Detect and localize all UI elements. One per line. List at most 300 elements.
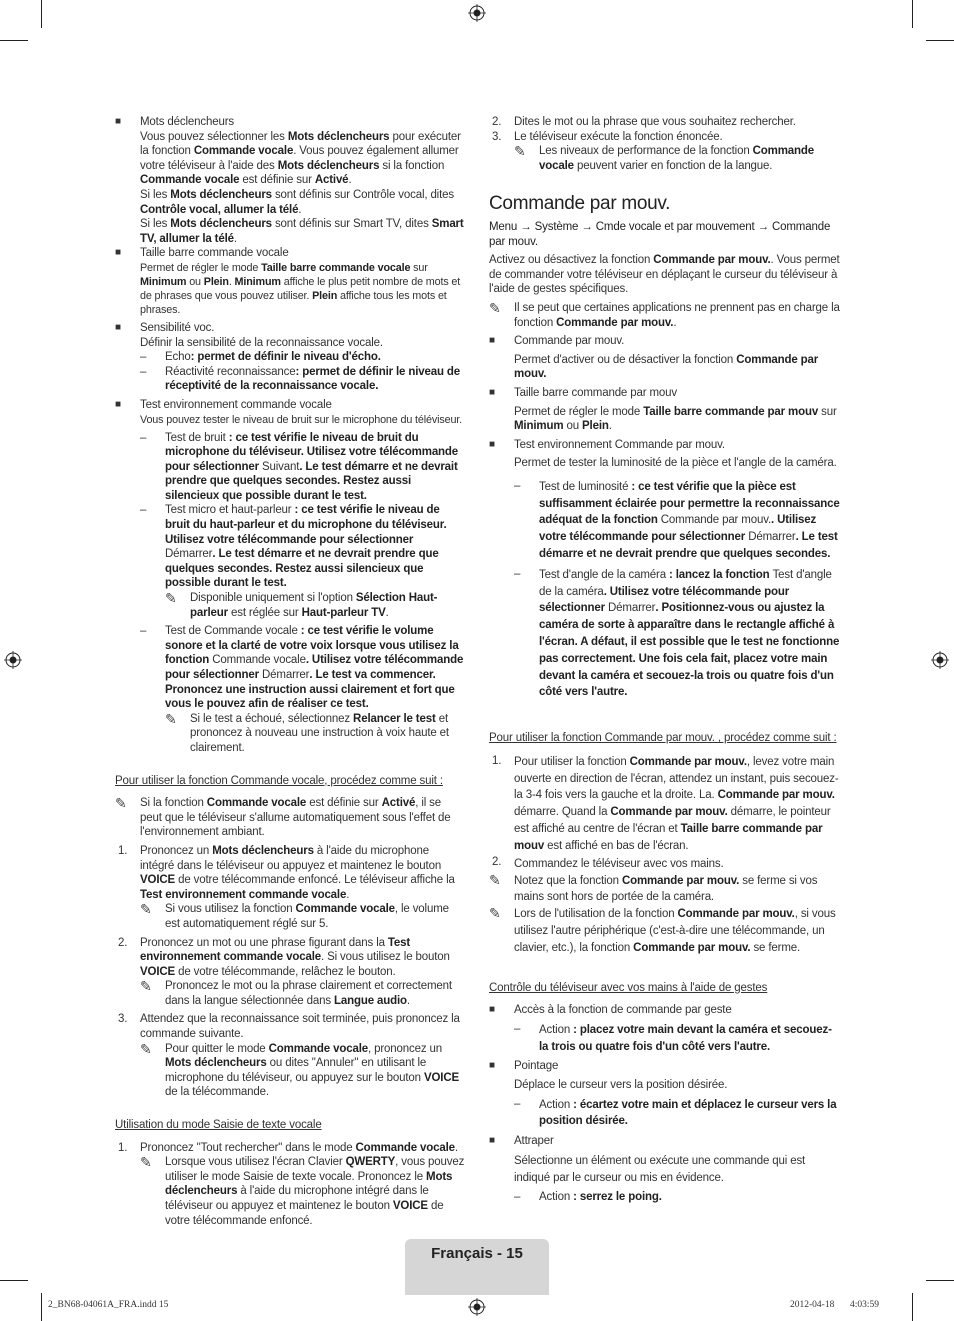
dash-text [539, 1097, 841, 1131]
text-run: Prononcez le mot ou la phrase clairement et correctement dans la langue sélectionnée dans [165, 980, 452, 1007]
section-title: Taille barre commande par mouv [514, 386, 677, 399]
section-pointage [489, 1059, 841, 1092]
section-taille-barre-mouv [489, 386, 841, 434]
step-text: Attendez que la reconnaissance soit terminée, puis prononcez la commande suivante. [140, 1013, 460, 1041]
square-bullet-icon: ■ [115, 247, 121, 259]
text-run: Lorsque vous utilisez l'écran Clavier [165, 1156, 346, 1169]
note-item [489, 906, 841, 956]
section-acces-geste [489, 1003, 841, 1018]
text-run: Il se peut que certaines applications ne prennent pas en charge la fonction [514, 301, 840, 329]
subheading: Pour utiliser la fonction Commande par mouv. , procédez comme suit : [489, 732, 837, 745]
text-run: de votre télécommande enfoncé. Le téléviseur affiche la [175, 874, 455, 887]
square-bullet-icon: ■ [489, 1135, 495, 1147]
bold-term: . Le test va commencer. Prononcez une instruction aussi clairement et fort que vous le pouvez afin de réaliser ce test. [165, 669, 455, 711]
note-text [165, 979, 465, 1008]
section-title: Taille barre commande vocale [140, 247, 289, 260]
text-run: . [233, 232, 237, 245]
left-column [115, 115, 465, 1228]
dash-bullet: – [140, 365, 147, 378]
section-test-mouv [489, 438, 841, 471]
bold-term: Mots déclencheurs [170, 188, 272, 201]
bold-term: Mots déclencheurs [277, 159, 380, 172]
bold-term: Smart TV, allumer la télé [140, 218, 464, 245]
text-run: Action [539, 1098, 571, 1111]
paragraph [489, 253, 841, 297]
text-run: , prononcez un [367, 1042, 442, 1055]
dash-bullet: – [140, 504, 147, 517]
step-number: 2. [492, 855, 502, 868]
note-icon: ✎ [140, 978, 152, 995]
text-run: ou dites "Annuler" en utilisant le microphone du téléviseur, ou appuyez sur le bouton [165, 1057, 427, 1084]
section-title: Mots déclencheurs [140, 116, 234, 128]
text-run: Si vous utilisez la fonction [165, 903, 296, 916]
text-run: Test d'angle de la caméra [539, 568, 832, 598]
paragraph: Déplace le curseur vers la position désirée. [514, 1078, 728, 1091]
bold-term: Commande par mouv. [514, 353, 819, 381]
section-title: Pointage [514, 1060, 559, 1073]
bold-term: Commande vocale [140, 174, 240, 187]
text-run: Activez ou désactivez la fonction [489, 254, 654, 267]
dash-bullet: – [514, 567, 521, 580]
bold-term: Relancer le test [353, 712, 436, 725]
note-icon: ✎ [514, 143, 526, 160]
paragraph: Vous pouvez tester le niveau de bruit sur le microphone du téléviseur. [140, 413, 462, 426]
bold-term: Activé [314, 174, 349, 187]
square-bullet-icon: ■ [115, 321, 121, 333]
text-run: Prononcez un mot ou une phrase figurant dans la [140, 936, 388, 949]
text-run: Démarrer [748, 531, 796, 544]
text-run: se ferme. [750, 941, 801, 954]
text-run: Réactivité reconnaissance [165, 365, 296, 378]
dash-text [165, 431, 465, 504]
section-title: Test environnement commande vocale [140, 398, 332, 411]
registration-mark-icon [4, 651, 22, 669]
bold-term: Contrôle vocal, allumer la télé [140, 203, 299, 216]
text-run: peuvent varier en fonction de la langue. [573, 159, 773, 172]
bold-term: Minimum [514, 420, 564, 433]
bold-term: Commande par mouv. [633, 941, 751, 954]
note-item [115, 1155, 465, 1228]
note-icon: ✎ [140, 1154, 152, 1171]
dash-text [165, 350, 465, 365]
bold-term: Mots déclencheurs [165, 1057, 267, 1070]
bold-term: Minimum [140, 275, 187, 288]
bold-term: Langue audio [333, 994, 407, 1007]
square-bullet-icon: ■ [489, 1060, 495, 1072]
step-number: 3. [118, 1013, 128, 1026]
section-sensibilite [115, 321, 465, 350]
text-run: de votre télécommande, relâchez le bouton. [175, 965, 396, 978]
numbered-step [115, 1012, 465, 1041]
bold-term: Commande par mouv. [677, 908, 795, 921]
bold-term: Haut-parleur TV [301, 606, 386, 619]
step-number: 1. [118, 844, 128, 857]
dash-bullet: – [514, 1097, 521, 1110]
text-run: affiche tous les mots et phrases. [140, 289, 447, 316]
bold-term: Test environnement commande vocale [140, 888, 347, 901]
dash-bullet: – [514, 479, 521, 492]
dash-item [115, 350, 465, 365]
dash-text [165, 624, 465, 712]
bold-term: VOICE [392, 1200, 428, 1212]
text-run: Démarrer [262, 669, 310, 681]
bold-term: . Utilisez votre télécommande pour sélectionner [539, 514, 817, 544]
paragraph [140, 261, 465, 317]
text-run: , il se peut que le téléviseur s'allume automatiquement sous l'effet de l'environnement ambiant. [140, 797, 451, 839]
note-text [539, 144, 841, 173]
bold-term: . Utilisez votre télécommande pour sélectionner [165, 654, 464, 681]
text-run: de la télécommande. [165, 1086, 269, 1099]
bold-term: Commande vocale [268, 1042, 368, 1055]
text-run: Test micro et haut-parleur [165, 504, 292, 517]
subheading: Utilisation du mode Saisie de texte vocale [115, 1119, 322, 1132]
note-text [514, 906, 841, 956]
bold-term: : serrez le poing. [570, 1191, 662, 1204]
text-run: Si les [140, 188, 171, 201]
square-bullet-icon: ■ [489, 1004, 495, 1016]
text-run: affiche le plus petit nombre de mots et de phrases que vous pouvez utiliser. [140, 275, 461, 302]
text-run: sont définis sur Contrôle vocal, dites [271, 188, 454, 201]
dash-text [539, 567, 841, 701]
text-run: de votre télécommande enfoncé. [165, 1200, 444, 1227]
text-run: Démarrer [165, 548, 213, 561]
note-icon: ✎ [489, 299, 501, 316]
bold-term: Activé [381, 797, 416, 810]
text-run: si la fonction [379, 159, 445, 172]
bold-term: : permet de définir le niveau d'écho. [190, 351, 381, 364]
bold-term: Sélection Haut-parleur [190, 592, 438, 619]
text-run: , le volume est automatiquement réglé sur 5. [165, 903, 449, 930]
text-run: Si la fonction [140, 797, 207, 810]
text-run: . Vous permet de commander votre téléviseur en déplaçant le curseur du téléviseur à l'aide de gestes spécifiques. [489, 254, 840, 296]
text-run: Commande par mouv. [660, 514, 771, 527]
text-run: Pour quitter le mode [165, 1042, 269, 1055]
note-item [489, 144, 841, 173]
subheading: Pour utiliser la fonction Commande vocale, procédez comme suit : [115, 774, 443, 787]
note-text [140, 796, 465, 840]
dash-text [539, 1022, 841, 1056]
text-run: est réglée sur [227, 606, 302, 619]
bold-term: Commande par mouv. [653, 254, 771, 267]
text-run: . Vous pouvez également allumer votre téléviseur à l'aide des [140, 145, 459, 172]
numbered-step [489, 130, 841, 145]
paragraph [140, 130, 465, 188]
text-run: Test de luminosité [539, 480, 629, 493]
text-run: et prononcez à nouveau une instruction à voix haute et clairement. [190, 712, 449, 754]
footer-date: 2012-04-18 [790, 1300, 835, 1310]
paragraph: Permet de tester la luminosité de la pièce et l'angle de la caméra. [514, 457, 837, 470]
note-item [489, 873, 841, 907]
text-run: est définie sur [306, 797, 382, 810]
dash-item [489, 567, 841, 701]
note-icon: ✎ [489, 905, 501, 922]
registration-mark-icon [468, 1298, 486, 1316]
text-run: Action [539, 1191, 571, 1204]
note-text [165, 1155, 465, 1228]
bold-term: : ce test vérifie le niveau de bruit du microphone du téléviseur. Utilisez votre télécommande pour sélectionner [165, 431, 459, 473]
text-run: démarre. Quand la [514, 806, 611, 819]
step-number: 1. [492, 754, 502, 767]
crop-mark [912, 0, 913, 28]
text-run: , levez votre main ouverte en direction de l'écran, attendez un instant, puis secouez-la 3-4 fois vers la gauche et la droite. La. [514, 755, 839, 802]
crop-mark [0, 1280, 28, 1281]
bold-term: . Le test démarre et ne devrait prendre que quelques secondes. Restez aussi silencieux que possible durant le test. [165, 460, 458, 502]
paragraph: Définir la sensibilité de la reconnaissance vocale. [140, 336, 383, 349]
paragraph [514, 405, 841, 434]
section-title: Attraper [514, 1135, 554, 1148]
bold-term: Mots déclencheurs [170, 218, 272, 231]
dash-item [489, 1022, 841, 1056]
text-run: Si le test a échoué, sélectionnez [190, 712, 354, 725]
dash-text [165, 365, 465, 394]
section-title: Test environnement Commande par mouv. [514, 438, 725, 451]
step-number: 1. [118, 1141, 128, 1154]
bold-term: Plein [582, 420, 609, 433]
text-run: Démarrer [608, 602, 656, 615]
dash-text [539, 479, 841, 563]
note-text [190, 712, 465, 756]
bold-term: : permet de définir le niveau de réceptivité de la reconnaissance vocale. [165, 365, 461, 393]
page-title: Commande par mouv. [489, 193, 671, 215]
numbered-step [115, 844, 465, 902]
bold-term: : ce test vérifie que la pièce est suffisamment éclairée pour permettre la reconnaissance adéquat de la fonction [539, 480, 840, 527]
bold-term: Taille barre commande par mouv [514, 823, 823, 852]
text-run: Vous pouvez sélectionner les [140, 130, 288, 143]
section-test-environnement [115, 398, 465, 427]
bold-term: . Le test démarre et ne devrait prendre que quelques secondes. [539, 531, 838, 561]
crop-mark [912, 1293, 913, 1321]
text-run: Permet de régler le mode [514, 405, 644, 418]
text-run: Disponible uniquement si l'option [190, 592, 356, 605]
step-number: 2. [492, 116, 502, 128]
crop-mark [0, 40, 28, 41]
note-text [514, 301, 841, 330]
crop-mark [926, 1280, 954, 1281]
text-run: , si vous utilisez l'autre périphérique (c'est-à-dire une télécommande, un clavier, etc.), la fonction [514, 908, 836, 954]
text-run: est affiché en bas de l'écran. [544, 839, 689, 852]
square-bullet-icon: ■ [489, 438, 495, 450]
square-bullet-icon: ■ [115, 398, 121, 410]
dash-text [165, 503, 465, 591]
note-text [165, 1042, 465, 1100]
text-run: Les niveaux de performance de la fonction [539, 145, 753, 158]
dash-item [115, 624, 465, 712]
bold-term: Minimum [234, 275, 281, 288]
footer-time: 4:03:59 [850, 1300, 880, 1310]
numbered-step [489, 115, 841, 130]
note-item [489, 301, 841, 330]
text-run: Prononcez un [140, 844, 213, 857]
text-run: Suivant [262, 460, 300, 473]
text-run: . [454, 1141, 458, 1154]
square-bullet-icon: ■ [489, 386, 495, 398]
dash-item [115, 431, 465, 504]
section-taille-barre [115, 246, 465, 317]
bold-term: QWERTY [345, 1156, 396, 1169]
step-number: 2. [118, 936, 128, 949]
bold-term: Commande par mouv. [717, 789, 835, 802]
crop-mark [41, 1293, 42, 1321]
text-run: . [228, 275, 235, 288]
section-title: Accès à la fonction de commande par geste [514, 1004, 732, 1017]
text-run: . Si vous utilisez le bouton [321, 951, 450, 964]
bold-term: : lancez la fonction [665, 568, 773, 581]
step-text [514, 754, 841, 855]
step-text: Commandez le téléviseur avec vos mains. [514, 857, 724, 870]
subheading: Contrôle du téléviseur avec vos mains à l'aide de gestes [489, 981, 768, 994]
text-run: Test d'angle de la caméra [539, 568, 666, 581]
note-item [115, 902, 465, 931]
note-icon: ✎ [140, 1040, 152, 1057]
bold-term: Mots déclencheurs [165, 1170, 453, 1198]
text-run: Permet d'activer ou de désactiver la fonction [514, 353, 737, 366]
paragraph [140, 188, 465, 217]
note-item [115, 796, 465, 840]
bold-term: Commande vocale [295, 903, 395, 916]
note-icon: ✎ [115, 795, 127, 812]
crop-mark [926, 40, 954, 41]
section-mots-declencheurs [115, 115, 465, 246]
bold-term: Plein [203, 275, 229, 288]
bold-term: Commande par mouv. [621, 874, 740, 887]
dash-text [539, 1190, 841, 1205]
bold-term: Test environnement commande vocale [140, 936, 411, 964]
dash-item [489, 1190, 841, 1205]
text-run: sur [410, 261, 428, 274]
text-run: démarre, le pointeur est affiché au centre de l'écran et [514, 806, 831, 836]
text-run: Test de bruit [165, 431, 226, 444]
text-run: pour exécuter la fonction [140, 130, 461, 158]
text-run: sur [818, 405, 837, 418]
text-run: à l'aide du microphone intégré dans le téléviseur ou appuyez et maintenez le bouton [140, 844, 442, 872]
crop-mark [41, 0, 42, 28]
bold-term: VOICE [140, 874, 176, 887]
note-icon: ✎ [140, 901, 152, 918]
square-bullet-icon: ■ [115, 116, 121, 127]
section-commande-par-mouv [489, 334, 841, 382]
text-run: . [346, 888, 350, 901]
bold-term: Commande vocale [355, 1141, 455, 1154]
paragraph [514, 353, 841, 382]
numbered-step [489, 754, 841, 855]
bold-term: VOICE [140, 965, 176, 978]
numbered-step [489, 855, 841, 873]
dash-item [489, 479, 841, 563]
bold-term: Commande par mouv. [610, 806, 728, 819]
text-run: Action [539, 1023, 571, 1036]
section-attraper [489, 1134, 841, 1186]
note-text [190, 591, 465, 620]
note-icon: ✎ [165, 710, 177, 727]
text-run: ou [563, 420, 583, 433]
text-run: . [406, 994, 410, 1007]
footer-file: 2_BN68-04061A_FRA.indd 15 [48, 1300, 169, 1310]
bold-term: Mots déclencheurs [287, 130, 390, 143]
numbered-step [115, 1141, 465, 1156]
bold-term: Mots déclencheurs [212, 844, 314, 857]
bold-term: . Le test démarre et ne devrait prendre que quelques secondes. Restez aussi silencieux que possible durant le test. [165, 548, 439, 590]
dash-item [489, 1097, 841, 1131]
text-run: Si les [140, 218, 171, 231]
note-item [115, 591, 465, 620]
text-run: . [298, 203, 302, 216]
dash-item [115, 365, 465, 394]
step-text: Le téléviseur exécute la fonction énoncée. [514, 130, 723, 143]
bold-term: Commande vocale [539, 145, 815, 172]
text-run: . [673, 316, 677, 329]
bold-term: . Positionnez-vous ou ajustez la caméra de sorte à apparaître dans le rectangle affiché à l'écran. A défaut, il est possible que le test ne fonctionne pas correctement. Une fois cela fait, placez votre main devant la caméra et secouez-la trois ou quatre fois d'un côté vers l'autre. [539, 602, 840, 699]
step-text [140, 1141, 465, 1156]
text-run: . [348, 174, 352, 187]
text-run: Permet de régler le mode [140, 261, 262, 274]
note-item [115, 979, 465, 1008]
bold-term: Taille barre commande par mouv [643, 405, 819, 418]
text-run: à l'aide du microphone intégré dans le téléviseur ou appuyez et maintenez le bouton [165, 1185, 429, 1212]
text-run: Prononcez "Tout rechercher" dans le mode [140, 1141, 356, 1154]
step-text: Dites le mot ou la phrase que vous souhaitez rechercher. [514, 116, 796, 128]
step-text [140, 844, 465, 902]
text-run: Commande vocale [212, 654, 306, 667]
text-run: . [608, 420, 612, 433]
registration-mark-icon [468, 4, 486, 22]
dash-item [115, 503, 465, 591]
paragraph [140, 217, 465, 246]
section-title: Commande par mouv. [514, 335, 625, 348]
dash-bullet: – [140, 351, 147, 364]
step-text [140, 936, 465, 980]
dash-bullet: – [514, 1022, 521, 1035]
dash-bullet: – [140, 431, 147, 444]
note-text [514, 873, 841, 907]
text-run: Pour utiliser la fonction [514, 755, 630, 768]
note-text [165, 902, 465, 931]
text-run: Echo [165, 351, 191, 364]
bold-term: . Utilisez votre télécommande pour sélectionner [539, 585, 790, 615]
text-run: Test de Commande vocale [165, 625, 298, 638]
text-run: . [385, 606, 389, 619]
text-run: Lors de l'utilisation de la fonction [514, 908, 678, 921]
bold-term: : ce test vérifie le niveau de bruit du haut-parleur et du microphone du téléviseur. Utilisez votre télécommande pour sélectionner [165, 504, 447, 546]
text-run: est définie sur [239, 174, 315, 187]
bold-term: : ce test vérifie le volume sonore et la clarté de votre voix lorsque vous utilisez la fonction [165, 625, 459, 667]
note-item [115, 1042, 465, 1100]
numbered-step [115, 936, 465, 980]
dash-bullet: – [140, 625, 147, 638]
bold-term: Plein [312, 289, 338, 302]
text-run: ou [186, 275, 204, 288]
bold-term: VOICE [423, 1071, 459, 1084]
note-icon: ✎ [489, 871, 501, 888]
text-run: se ferme si vos mains sont hors de portée de la caméra. [514, 874, 818, 904]
right-column [489, 115, 841, 1205]
paragraph: Sélectionne un élément ou exécute une commande qui est indiqué par le curseur ou mis en évidence. [514, 1154, 806, 1184]
menu-path: Menu → Système → Cmde vocale et par mouvement → Commande par mouv. [489, 220, 831, 248]
section-title: Sensibilité voc. [140, 321, 215, 334]
text-run: sont définis sur Smart TV, dites [271, 218, 432, 231]
text-run: Notez que la fonction [514, 874, 622, 887]
bold-term: Commande par mouv. [556, 316, 674, 329]
bold-term: Taille barre commande vocale [261, 261, 411, 274]
dash-bullet: – [514, 1191, 521, 1204]
step-number: 3. [492, 130, 502, 143]
note-icon: ✎ [165, 590, 177, 607]
bold-term: : écartez votre main et déplacez le curseur vers la position désirée. [539, 1098, 837, 1128]
page-number-label: Français - 15 [431, 1245, 523, 1262]
bold-term: Commande vocale [206, 797, 307, 810]
note-item [115, 712, 465, 756]
bold-term: : placez votre main devant la caméra et secouez-la trois ou quatre fois d'un côté vers l'autre. [539, 1023, 832, 1053]
bold-term: Commande vocale [193, 145, 294, 158]
